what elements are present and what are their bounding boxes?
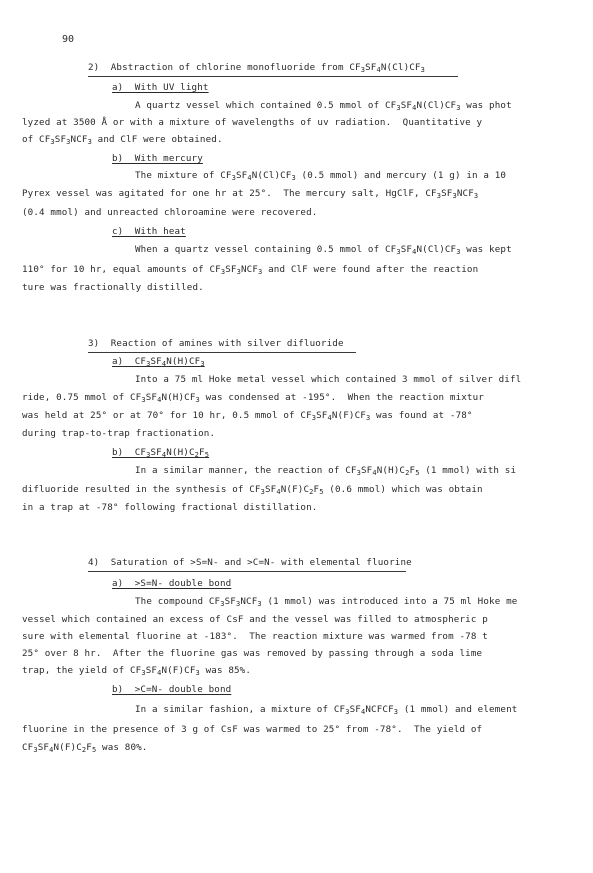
text-line: difluoride resulted in the synthesis of $CF_3SF_4N(F)C_2F_5$ (0.6 mmol) which was obtain [22,484,483,496]
text-line: The mixture of $CF_3SF_4N(Cl)CF_3$ (0.5 mmol) and mercury (1 g) in a 10 [135,170,507,182]
text-line: In a similar manner, the reaction of $CF_3SF_4N(H)C_2F_5$ (1 mmol) with si [135,465,517,477]
text-line: of $CF_3SF_3NCF_3$ and ClF were obtained. [22,134,223,146]
text-line: (0.4 mmol) and unreacted chloroamine were recovered. [22,207,318,218]
text-line: in a trap at -78° following fractional distillation. [22,502,318,513]
subsection-heading: b) $CF_3SF_4N(H)C_2F_5$ [112,447,210,459]
text-line: trap, the yield of $CF_3SF_4N(F)CF_3$ was 85%. [22,665,252,677]
text-line: Pyrex vessel was agitated for one hr at 25°. The mercury salt, HgClF, $CF_3SF_3NCF_3$ [22,188,479,200]
text-line: A quartz vessel which contained 0.5 mmol of $CF_3SF_4N(Cl)CF_3$ was phot [135,100,512,112]
subsection-heading: c) With heat [112,226,186,237]
text-line: 25° over 8 hr. After the fluorine gas was removed by passing through a soda lime [22,648,483,659]
subsection-heading: b) >C=N- double bond [112,684,232,695]
text-line: ture was fractionally distilled. [22,282,204,293]
section-heading: 2) Abstraction of chlorine monofluoride from $CF_3SF_4N(Cl)CF_3$ [88,62,425,74]
text-line: vessel which contained an excess of CsF and the vessel was filled to atmospheric p [22,614,488,625]
text-line: ride, 0.75 mmol of $CF_3SF_4N(H)CF_3$ was condensed at -195°. When the reaction mixtur [22,392,484,404]
section-heading: 4) Saturation of >S=N- and >C=N- with elemental fluorine [88,557,412,568]
subsection-heading: a) >S=N- double bond [112,578,232,589]
text-line: Into a 75 ml Hoke metal vessel which contained 3 mmol of silver difl [135,374,522,385]
text-line: 110° for 10 hr, equal amounts of $CF_3SF_3NCF_3$ and ClF were found after the reaction [22,264,479,276]
text-line: When a quartz vessel containing 0.5 mmol of $CF_3SF_4N(Cl)CF_3$ was kept [135,244,512,256]
text-line: The compound $CF_3SF_3NCF_3$ (1 mmol) was introduced into a 75 ml Hoke me [135,596,518,608]
section-heading: 3) Reaction of amines with silver difluoride [88,338,344,349]
text-line: lyzed at 3500 Å or with a mixture of wavelengths of uv radiation. Quantitative y [22,117,483,128]
subsection-heading: b) With mercury [112,153,203,164]
text-line: during trap-to-trap fractionation. [22,428,216,439]
heading-underline [88,571,406,572]
text-line: In a similar fashion, a mixture of $CF_3SF_4NCFCF_3$ (1 mmol) and element [135,704,518,716]
text-line: was held at 25° or at 70° for 10 hr, 0.5 mmol of $CF_3SF_4N(F)CF_3$ was found at -78° [22,410,473,422]
text-line: sure with elemental fluorine at -183°. The reaction mixture was warmed from -78 t [22,631,488,642]
text-line: $CF_3SF_4N(F)C_2F_5$ was 80%. [22,742,148,754]
heading-underline [88,352,356,353]
heading-underline [88,76,458,77]
page-number: 90 [62,34,75,45]
subsection-heading: a) $CF_3SF_4N(H)CF_3$ [112,356,205,368]
text-line: fluorine in the presence of 3 g of CsF was warmed to 25° from -78°. The yield of [22,724,483,735]
subsection-heading: a) With UV light [112,82,209,93]
